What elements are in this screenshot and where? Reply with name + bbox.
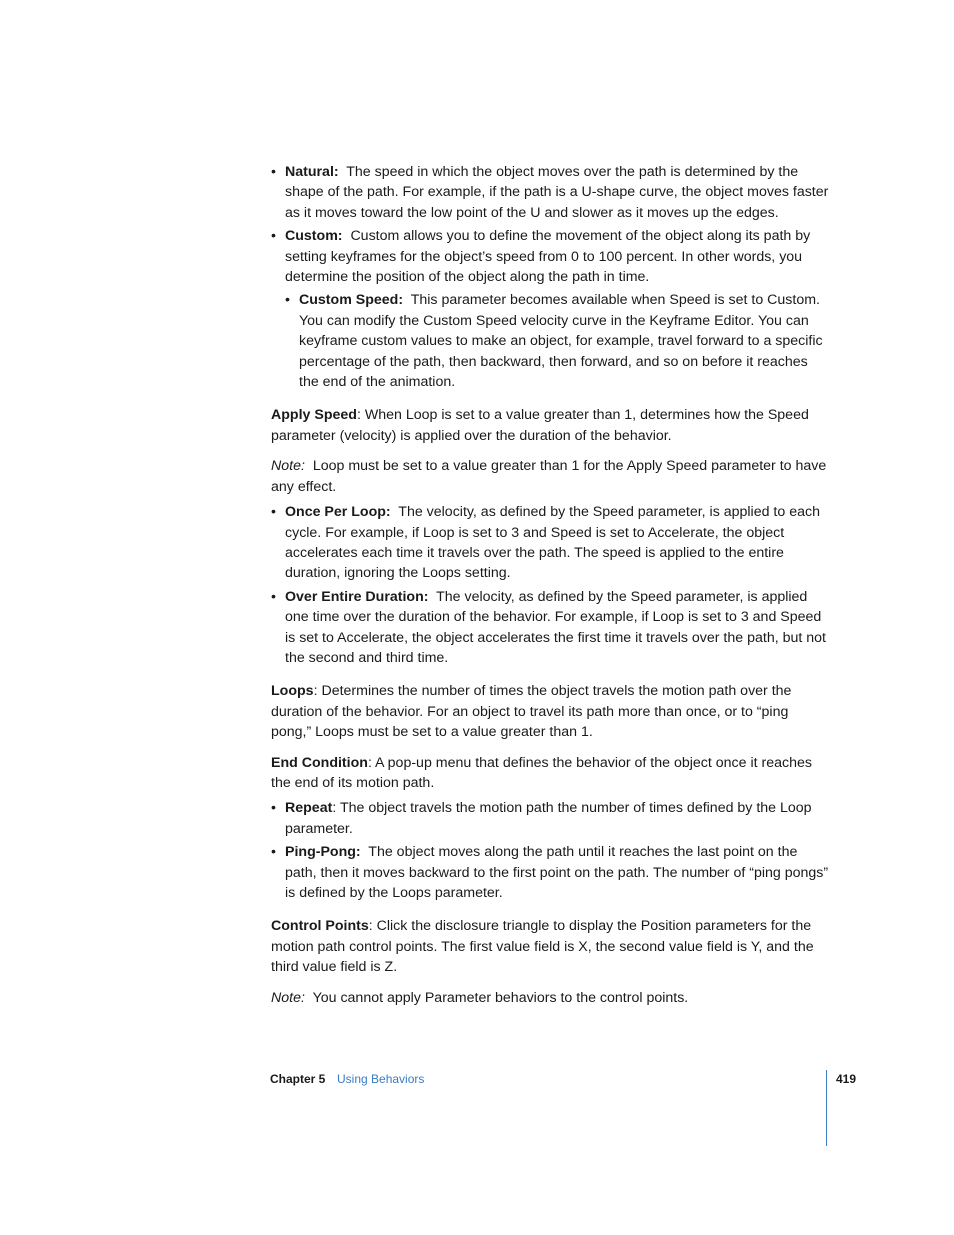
term-natural: Natural:: [285, 164, 339, 180]
bullet-custom: [271, 226, 831, 287]
text-apply-speed: : When Loop is set to a value greater than 1, determines how the Speed parameter (velocity) is applied over the duration of the behavior.: [271, 407, 809, 444]
text-once-per-loop: The velocity, as defined by the Speed parameter, is applied to each cycle. For example, if Loop is set to 3 and Speed is set to Accelerate, the object accelerates each time it travels over the path. The speed is applied to the entire duration, ignoring the Loops setting.: [285, 504, 820, 582]
note-label-1: Note:: [271, 458, 305, 475]
para-loops: [271, 681, 831, 742]
para-note-1: [271, 456, 831, 497]
bullet-repeat: [271, 798, 831, 839]
text-control-points: : Click the disclosure triangle to display the Position parameters for the motion path control points. The first value field is X, the second value field is Y, and the third value field is Z.: [271, 918, 814, 976]
para-note-2: [271, 988, 831, 1008]
footer-chapter-title: Using Behaviors: [337, 1072, 425, 1086]
term-custom-speed: Custom Speed:: [299, 292, 404, 309]
bullet-over-entire-duration: [271, 587, 831, 669]
note-text-2: You cannot apply Parameter behaviors to the control points.: [312, 989, 689, 1006]
term-end-condition: End Condition: [271, 754, 368, 771]
text-natural: The speed in which the object moves over the path is determined by the shape of the path. For example, if the path is a U-shape curve, the object moves faster as it moves toward the low point of the U and slower as it moves up the edges.: [285, 164, 829, 221]
text-ping-pong: The object moves along the path until it reaches the last point on the path, then it moves backward to the first point on the path. The number of “ping pongs” is defined by the Loops parameter.: [285, 844, 829, 901]
note-label-2: Note:: [271, 989, 305, 1006]
bullet-custom-speed: [285, 290, 831, 392]
term-control-points: Control Points: [271, 918, 369, 935]
term-apply-speed: Apply Speed: [271, 407, 357, 424]
term-over-entire-duration: Over Entire Duration:: [285, 588, 429, 605]
term-loops: Loops: [271, 683, 314, 700]
bullet-natural: [271, 162, 831, 223]
text-repeat: : The object travels the motion path the number of times defined by the Loop parameter.: [285, 800, 812, 837]
page-number: 419: [836, 1072, 857, 1086]
term-custom: Custom:: [285, 228, 343, 245]
text-loops: : Determines the number of times the object travels the motion path over the duration of the behavior. For an object to travel its path more than once, or to “ping pong,” Loops must be set to a value greater than 1.: [271, 683, 792, 741]
bullet-ping-pong: [271, 842, 831, 903]
term-once-per-loop: Once Per Loop:: [285, 504, 391, 521]
para-end-condition: [271, 753, 831, 794]
text-custom-speed: This parameter becomes available when Speed is set to Custom. You can modify the Custom Speed velocity curve in the Keyframe Editor. You can keyframe custom values to make an object, for example, travel forward to a specific percentage of the path, then backward, then forward, and so on before it reaches the end of the animation.: [299, 292, 823, 391]
text-end-condition: : A pop-up menu that defines the behavior of the object once it reaches the end of its motion path.: [271, 754, 812, 791]
body-content: [271, 162, 831, 1008]
term-repeat: Repeat: [285, 800, 333, 817]
footer-divider: [826, 1070, 827, 1146]
footer-chapter: Chapter 5: [270, 1072, 326, 1086]
text-over-entire-duration: The velocity, as defined by the Speed parameter, is applied one time over the duration of the behavior. For example, if Loop is set to 3 and Speed is set to Accelerate, the object accelerates the first time it travels over the path, but not the second and third time.: [285, 588, 826, 666]
para-apply-speed: [271, 405, 831, 446]
para-control-points: [271, 916, 831, 977]
note-text-1: Loop must be set to a value greater than 1 for the Apply Speed parameter to have any effect.: [271, 458, 827, 495]
bullet-once-per-loop: [271, 502, 831, 584]
term-ping-pong: Ping-Pong:: [285, 844, 361, 861]
text-custom: Custom allows you to define the movement of the object along its path by setting keyframes for the object’s speed from 0 to 100 percent. In other words, you determine the position of the object along the path in time.: [285, 228, 811, 286]
